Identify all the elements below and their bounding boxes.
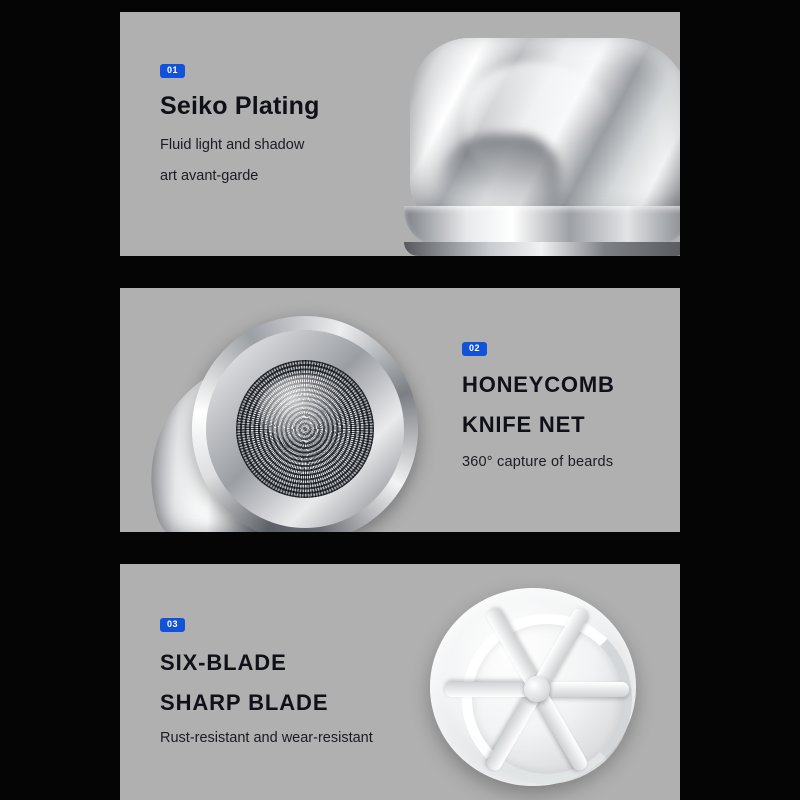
- panel-2-title-line-2: KNIFE NET: [462, 411, 586, 437]
- panel-1-title: Seiko Plating: [160, 92, 320, 120]
- feature-panel-seiko-plating: [120, 12, 680, 256]
- chrome-ring-lower: [404, 242, 680, 256]
- six-blade-cutter-image: [422, 584, 652, 794]
- panel-3-subtitle: Rust-resistant and wear-resistant: [160, 729, 373, 746]
- panel-3-title-line-1: SIX-BLADE: [160, 649, 287, 675]
- panel-3-title-line-2: SHARP BLADE: [160, 689, 329, 715]
- panel-1-badge: 01: [160, 64, 185, 78]
- panel-2-text-block: [462, 338, 615, 470]
- panel-2-subtitle: 360° capture of beards: [462, 453, 614, 470]
- cutter-hub: [524, 676, 550, 702]
- head-bezel-inner: [206, 330, 404, 528]
- mesh-highlight: [258, 374, 354, 444]
- feature-panel-honeycomb-knife-net: [120, 288, 680, 532]
- feature-panel-six-blade: [120, 564, 680, 800]
- panel-2-title-line-1: HONEYCOMB: [462, 371, 615, 397]
- honeycomb-shaver-head-image: [138, 302, 468, 532]
- panel-2-badge: 02: [462, 342, 487, 356]
- shaver-cap-shape: [410, 38, 680, 228]
- panel-1-subtitle-line-2: art avant-garde: [160, 168, 259, 185]
- chrome-shaver-body-image: [390, 20, 680, 256]
- chrome-ring-upper: [404, 206, 680, 246]
- panel-1-text-block: [160, 60, 320, 190]
- panel-1-subtitle-line-1: Fluid light and shadow: [160, 137, 305, 153]
- head-bezel-ring: [192, 316, 418, 532]
- panel-3-badge: 03: [160, 618, 185, 632]
- panel-3-text-block: [160, 614, 373, 746]
